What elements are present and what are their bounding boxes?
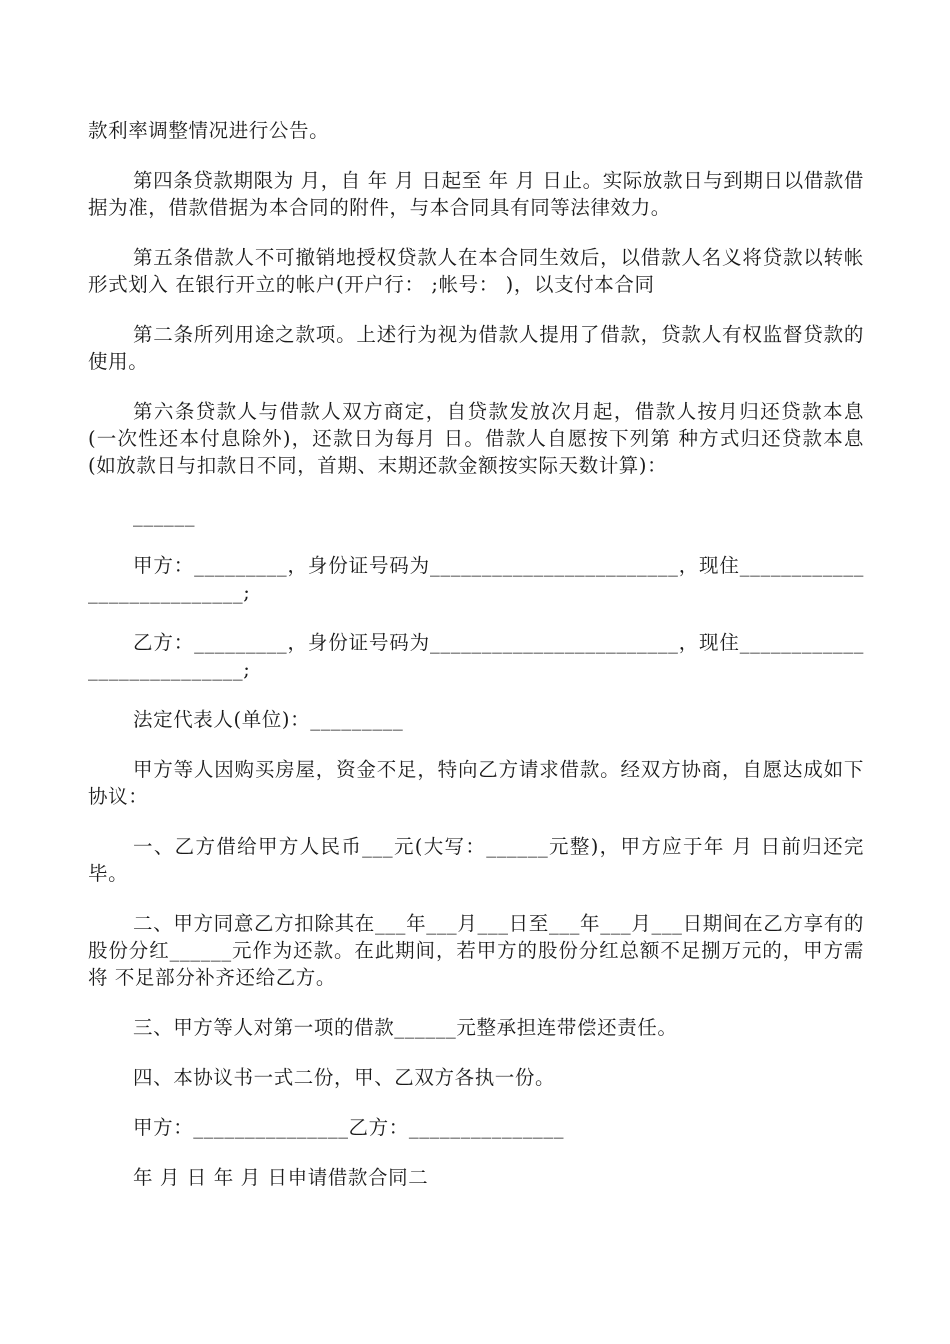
- paragraph-party-b: 乙方：_________，身份证号码为________________________，现住___________________________;: [88, 631, 864, 681]
- paragraph-rate-announcement: 款利率调整情况进行公告。: [88, 119, 330, 142]
- document-body: [88, 117, 864, 1214]
- paragraph-legal-representative: 法定代表人(单位)：_________: [133, 708, 404, 731]
- paragraph-article-2-usage: 第二条所列用途之款项。上述行为视为借款人提用了借款，贷款人有权监督贷款的使用。: [88, 323, 864, 373]
- paragraph-article-4: 第四条贷款期限为 月，自 年 月 日起至 年 月 日止。实际放款日与到期日以借款借据为准，借款借据为本合同的附件，与本合同具有同等法律效力。: [88, 169, 864, 219]
- paragraph-article-6: 第六条贷款人与借款人双方商定，自贷款发放次月起，借款人按月归还贷款本息(一次性还本付息除外)，还款日为每月 日。借款人自愿按下列第 种方式归还贷款本息(如放款日与扣款日不同，首期、末期还款金额按实际天数计算)：: [88, 400, 864, 477]
- paragraph-clause-3: 三、甲方等人对第一项的借款______元整承担连带偿还责任。: [133, 1016, 678, 1039]
- paragraph-clause-1: 一、乙方借给甲方人民币___元(大写：______元整)，甲方应于年 月 日前归还完毕。: [88, 835, 864, 885]
- paragraph-clause-4: 四、本协议书一式二份，甲、乙双方各执一份。: [133, 1066, 556, 1089]
- paragraph-clause-2: 二、甲方同意乙方扣除其在___年___月___日至___年___月___日期间在乙方享有的股份分红______元作为还款。在此期间，若甲方的股份分红总额不足捌万元的，甲方需将 不足部分补齐还给乙方。: [88, 912, 864, 989]
- paragraph-signatures: 甲方：_______________乙方：_______________: [133, 1116, 565, 1139]
- paragraph-preamble: 甲方等人因购买房屋，资金不足，特向乙方请求借款。经双方协商，自愿达成如下协议：: [88, 758, 864, 808]
- paragraph-party-a: 甲方：_________，身份证号码为________________________，现住___________________________;: [88, 554, 864, 604]
- paragraph-article-5: 第五条借款人不可撤销地授权贷款人在本合同生效后，以借款人名义将贷款以转帐形式划入 在银行开立的帐户(开户行： ;帐号： )，以支付本合同: [88, 246, 864, 296]
- paragraph-date-line: 年 月 日 年 月 日申请借款合同二: [133, 1166, 429, 1189]
- paragraph-blank-line: ______: [133, 504, 196, 527]
